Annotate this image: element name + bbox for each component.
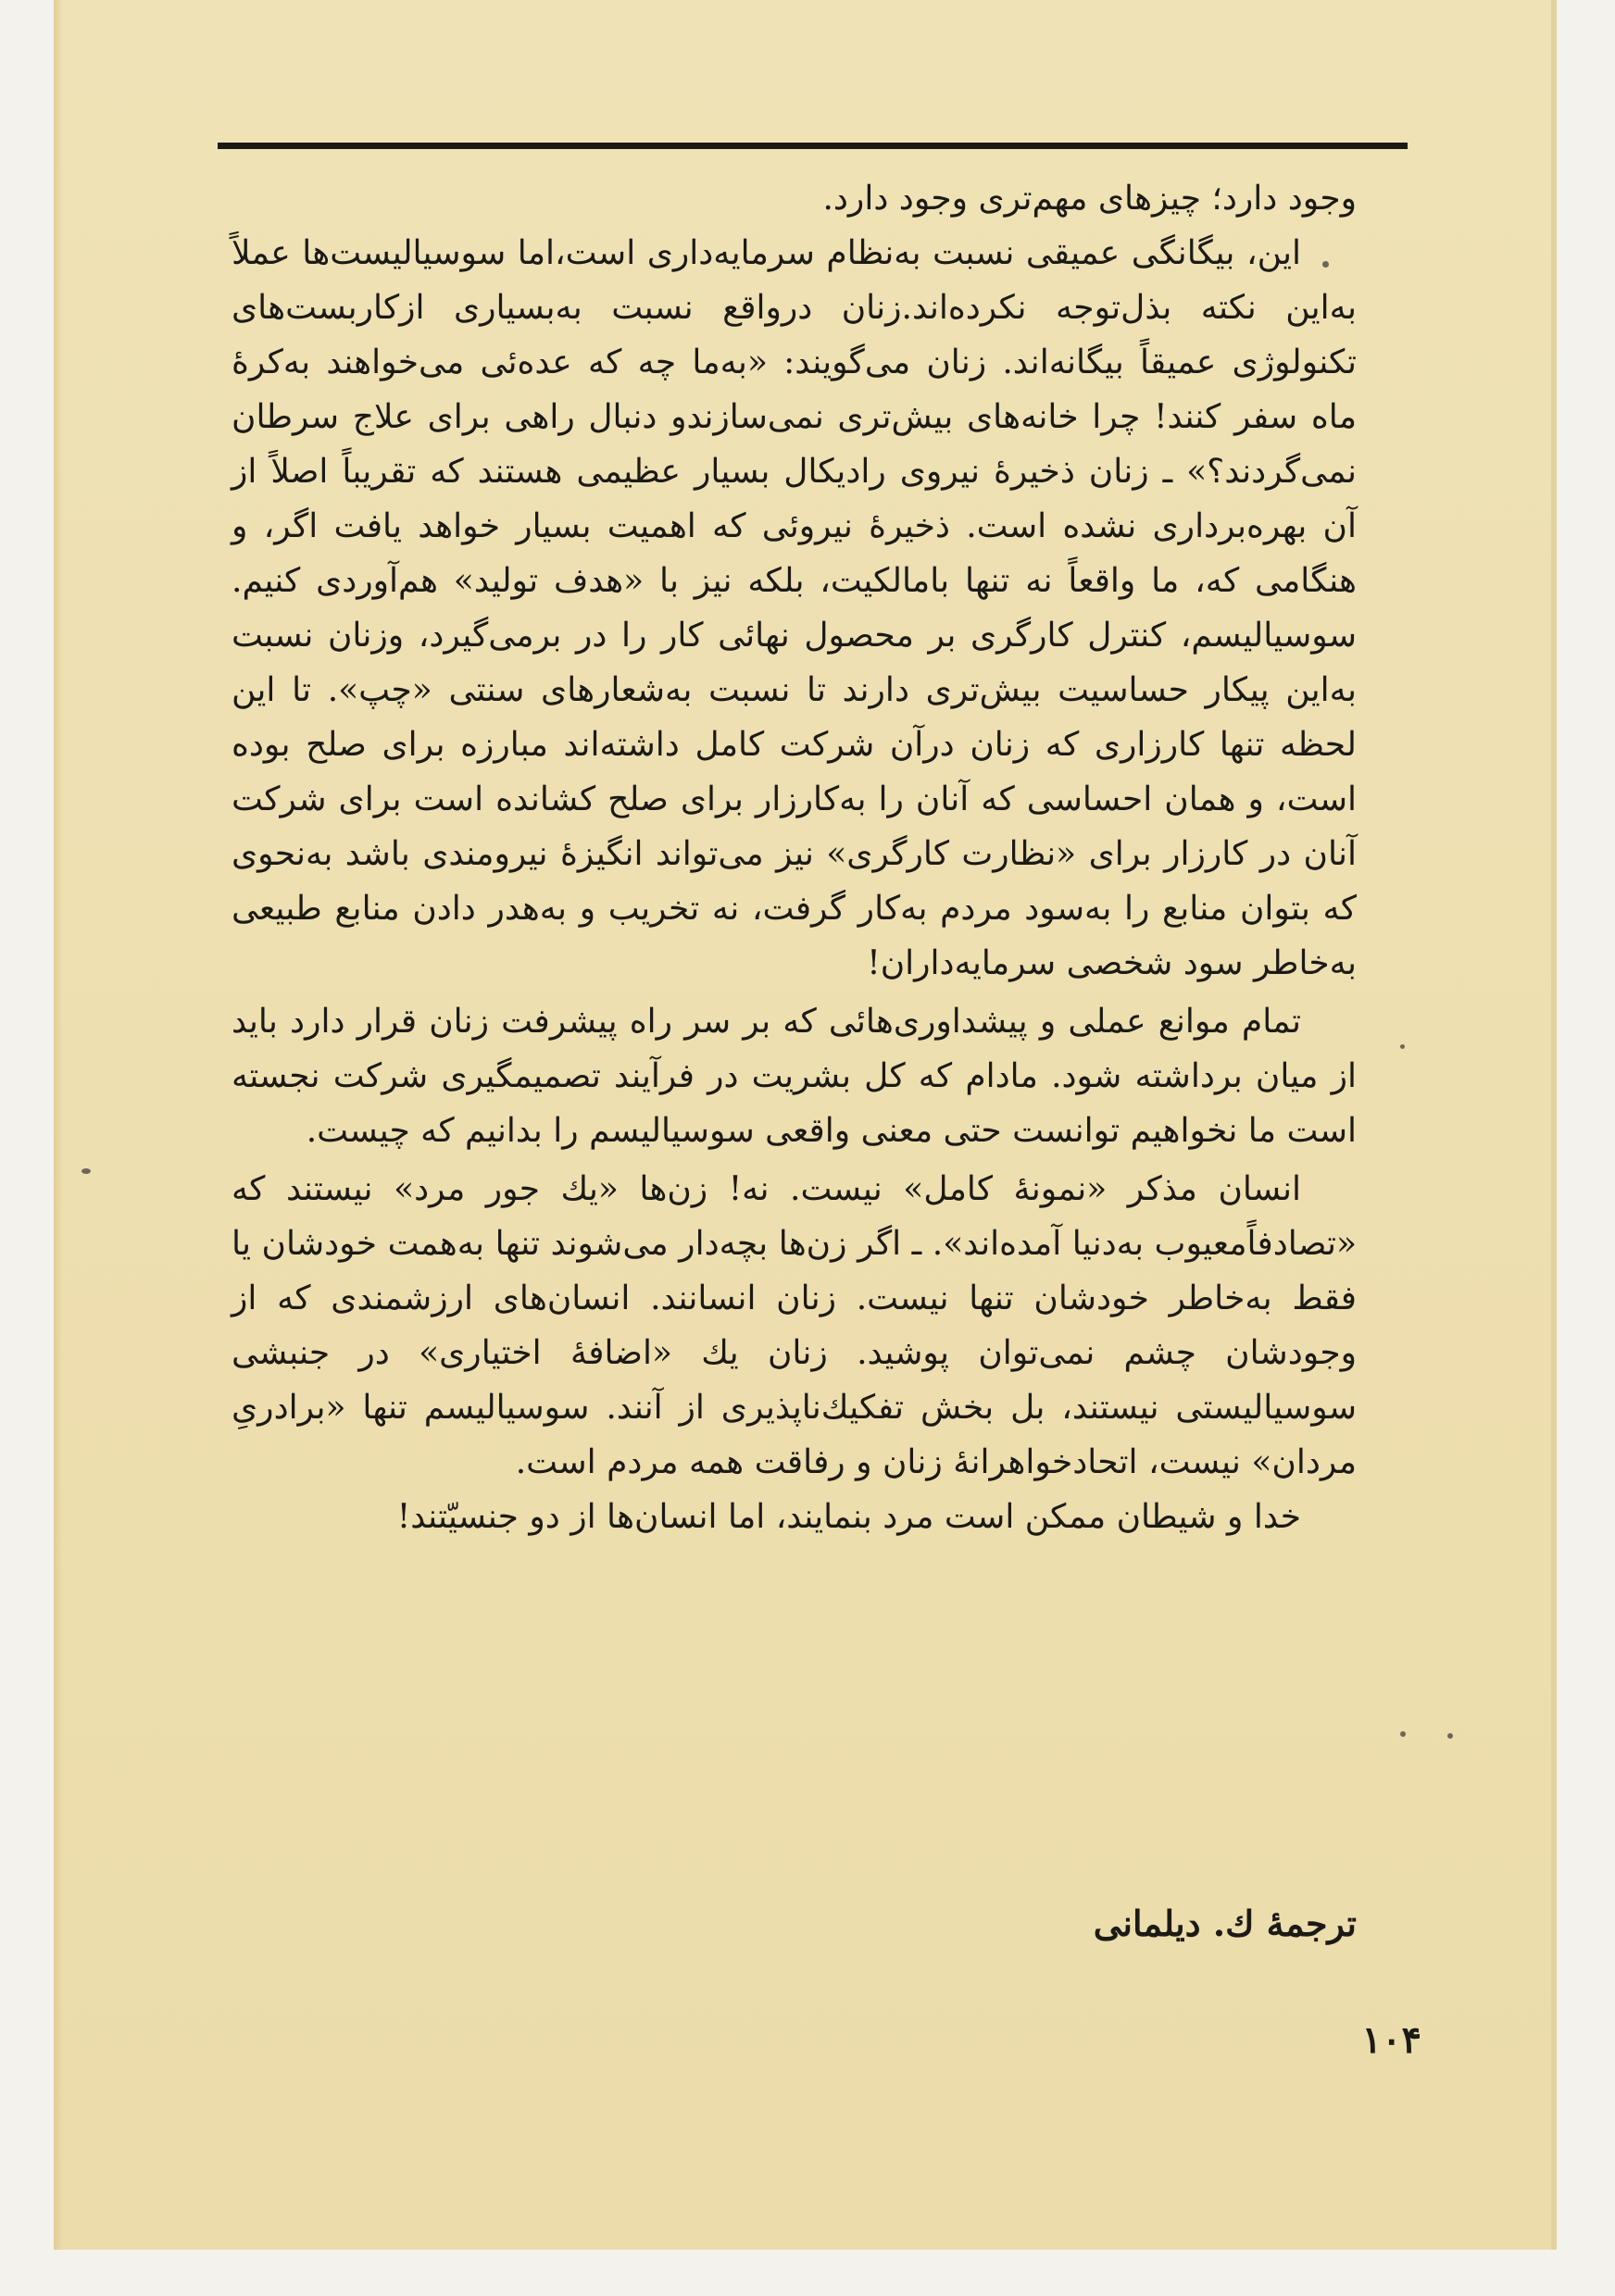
article-text [232, 171, 1357, 1544]
paragraph-continuation: وجود دارد؛ چیزهای مهم‌تری وجود دارد. [822, 180, 1357, 218]
translator-credit: ترجمهٔ ك. دیلمانی [1093, 1903, 1357, 1944]
paragraph-alienation: این، بیگانگی عمیقی نسبت به‌نظام سرمایه‌داری است،اما سوسیالیست‌ها عملاً به‌این نکته بذل‌توجه نکرده‌اند.زنان درواقع نسبت به‌بسیاری ازکاربست‌های تکنولوژی عمیقاً بیگانه‌اند. زنان می‌گویند: «به‌ما چه که عده‌ئی می‌خواهند به‌کرهٔ ماه سفر کنند! چرا خانه‌های بیش‌تری نمی‌سازندو دنبال راهی برای علاج سرطان نمی‌گردند؟» ـ زنان ذخیرهٔ نیروی رادیکال بسیار عظیمی هستند که تقریباً اصلاً از آن بهره‌برداری نشده است. ذخیرهٔ نیروئی که اهمیت بسیار خواهد یافت اگر، و هنگامی که، ما واقعاً نه تنها بامالکیت، بلکه نیز با «هدف تولید» هم‌آوردی کنیم. سوسیالیسم، کنترل کارگری بر محصول نهائی کار را در برمی‌گیرد، وزنان نسبت به‌این پیکار حساسیت بیش‌تری دارند تا نسبت به‌شعارهای سنتی «چپ». تا این لحظه تنها کارزاری که زنان درآن شرکت کامل داشته‌اند مبارزه برای صلح بوده است، و همان احساسی که آنان را به‌کارزار برای صلح کشانده است برای شرکت آنان در کارزار برای «نظارت کارگری» نیز می‌تواند انگیزهٔ نیرومندی باشد به‌نحوی که بتوان منابع را به‌سود مردم به‌کار گرفت، نه تخریب و به‌هدر دادن منابع طبیعی به‌خاطر سود شخصی سرمایه‌داران! [232, 234, 1357, 982]
paper-speck [1400, 1731, 1406, 1737]
paper-speck [81, 1168, 91, 1174]
paper-speck [1322, 261, 1329, 268]
paper-speck [1400, 1044, 1405, 1049]
paragraph-obstacles: تمام موانع عملی و پیشداوری‌هائی که بر سر راه پیشرفت زنان قرار دارد باید از میان برداشته شود. مادام که کل بشریت در فرآیند تصمیمگیری شرکت نجسته است ما نخواهیم توانست حتی معنی واقعی سوسیالیسم را بدانیم که چیست. [232, 1003, 1357, 1150]
page-number: ۱۰۴ [1361, 2018, 1421, 2062]
paper-speck [1447, 1733, 1453, 1739]
header-rule [218, 143, 1408, 149]
paragraph-closing: خدا و شیطان ممکن است مرد بنمایند، اما انسان‌ها از دو جنسیّتند! [396, 1498, 1301, 1536]
paragraph-women-human: انسان مذکر «نمونهٔ کامل» نیست. نه! زن‌ها «یك جور مرد» نیستند که «تصادفاًمعیوب به‌دنیا آمده‌اند». ـ اگر زن‌ها بچه‌دار می‌شوند تنها به‌همت خودشان یا فقط به‌خاطر خودشان تنها نیست. زنان انسانند. انسان‌های ارزشمندی که از وجودشان چشم نمی‌توان پوشید. زنان یك «اضافهٔ اختیاری» در جنبشی سوسیالیستی نیستند، بل بخش تفکیك‌ناپذیری از آنند. سوسیالیسم تنها «برادریِ مردان» نیست، اتحادخواهرانهٔ زنان و رفاقت همه مردم است. [232, 1170, 1357, 1481]
page-fold-shadow [54, 0, 63, 2250]
